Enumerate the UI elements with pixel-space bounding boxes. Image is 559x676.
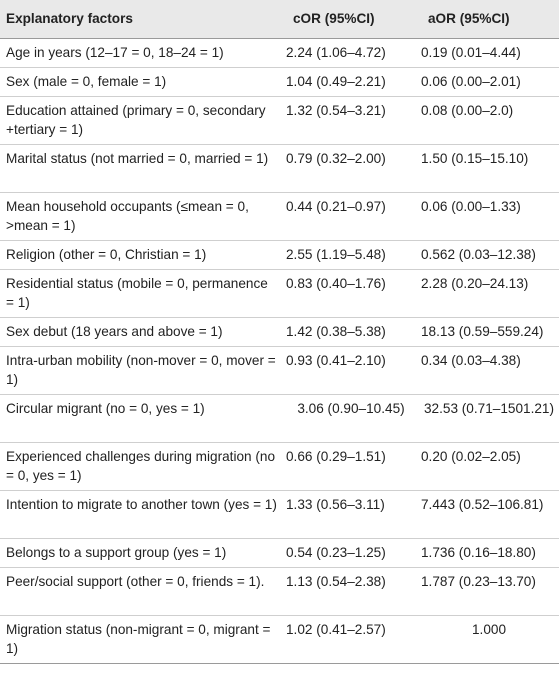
cor-cell: 1.04 (0.49–2.21) <box>283 67 418 96</box>
table-row <box>0 67 559 96</box>
header-aor: aOR (95%CI) <box>418 0 559 38</box>
table-row <box>0 38 559 67</box>
aor-cell: 18.13 (0.59–559.24) <box>418 317 559 346</box>
factor-cell: Residential status (mobile = 0, permanence = 1) <box>0 269 283 317</box>
table-row <box>0 615 559 663</box>
table-row <box>0 317 559 346</box>
cor-cell: 3.06 (0.90–10.45) <box>283 394 418 442</box>
aor-cell: 2.28 (0.20–24.13) <box>418 269 559 317</box>
table-header <box>0 0 559 38</box>
table-row <box>0 346 559 394</box>
cor-cell: 2.24 (1.06–4.72) <box>283 38 418 67</box>
aor-cell: 0.06 (0.00–1.33) <box>418 192 559 240</box>
factor-cell: Sex (male = 0, female = 1) <box>0 67 283 96</box>
cor-cell: 0.83 (0.40–1.76) <box>283 269 418 317</box>
aor-cell: 1.787 (0.23–13.70) <box>418 567 559 615</box>
aor-cell: 0.08 (0.00–2.0) <box>418 96 559 144</box>
table-row <box>0 442 559 490</box>
aor-cell: 0.20 (0.02–2.05) <box>418 442 559 490</box>
aor-cell: 1.50 (0.15–15.10) <box>418 144 559 192</box>
table-row <box>0 96 559 144</box>
factor-cell: Circular migrant (no = 0, yes = 1) <box>0 394 283 442</box>
header-explanatory-factors: Explanatory factors <box>0 0 283 38</box>
aor-cell: 1.736 (0.16–18.80) <box>418 538 559 567</box>
factor-cell: Peer/social support (other = 0, friends = 1). <box>0 567 283 615</box>
cor-cell: 2.55 (1.19–5.48) <box>283 240 418 269</box>
aor-cell: 7.443 (0.52–106.81) <box>418 490 559 538</box>
header-cor: cOR (95%CI) <box>283 0 418 38</box>
factor-cell: Belongs to a support group (yes = 1) <box>0 538 283 567</box>
table-row <box>0 144 559 192</box>
table-row <box>0 269 559 317</box>
aor-cell: 0.34 (0.03–4.38) <box>418 346 559 394</box>
factor-cell: Age in years (12–17 = 0, 18–24 = 1) <box>0 38 283 67</box>
cor-cell: 1.02 (0.41–2.57) <box>283 615 418 663</box>
cor-cell: 0.79 (0.32–2.00) <box>283 144 418 192</box>
factor-cell: Sex debut (18 years and above = 1) <box>0 317 283 346</box>
factor-cell: Intention to migrate to another town (yes = 1) <box>0 490 283 538</box>
factor-cell: Experienced challenges during migration (no = 0, yes = 1) <box>0 442 283 490</box>
header-row <box>0 0 559 38</box>
cor-cell: 0.44 (0.21–0.97) <box>283 192 418 240</box>
table-row <box>0 567 559 615</box>
cor-cell: 0.54 (0.23–1.25) <box>283 538 418 567</box>
aor-cell: 1.000 <box>418 615 559 663</box>
factor-cell: Religion (other = 0, Christian = 1) <box>0 240 283 269</box>
cor-cell: 1.42 (0.38–5.38) <box>283 317 418 346</box>
cor-cell: 0.93 (0.41–2.10) <box>283 346 418 394</box>
table-row <box>0 240 559 269</box>
table-row <box>0 538 559 567</box>
aor-cell: 0.19 (0.01–4.44) <box>418 38 559 67</box>
table-row <box>0 192 559 240</box>
table-body <box>0 38 559 663</box>
cor-cell: 1.32 (0.54–3.21) <box>283 96 418 144</box>
aor-cell: 0.06 (0.00–2.01) <box>418 67 559 96</box>
factor-cell: Mean household occupants (≤mean = 0, >mean = 1) <box>0 192 283 240</box>
aor-cell: 0.562 (0.03–12.38) <box>418 240 559 269</box>
table-row <box>0 394 559 442</box>
cor-cell: 1.33 (0.56–3.11) <box>283 490 418 538</box>
aor-cell: 32.53 (0.71–1501.21) <box>418 394 559 442</box>
factor-cell: Education attained (primary = 0, secondary +tertiary = 1) <box>0 96 283 144</box>
factor-cell: Intra-urban mobility (non-mover = 0, mover = 1) <box>0 346 283 394</box>
cor-cell: 0.66 (0.29–1.51) <box>283 442 418 490</box>
cor-cell: 1.13 (0.54–2.38) <box>283 567 418 615</box>
factor-cell: Migration status (non-migrant = 0, migrant = 1) <box>0 615 283 663</box>
table-row <box>0 490 559 538</box>
factor-cell: Marital status (not married = 0, married = 1) <box>0 144 283 192</box>
